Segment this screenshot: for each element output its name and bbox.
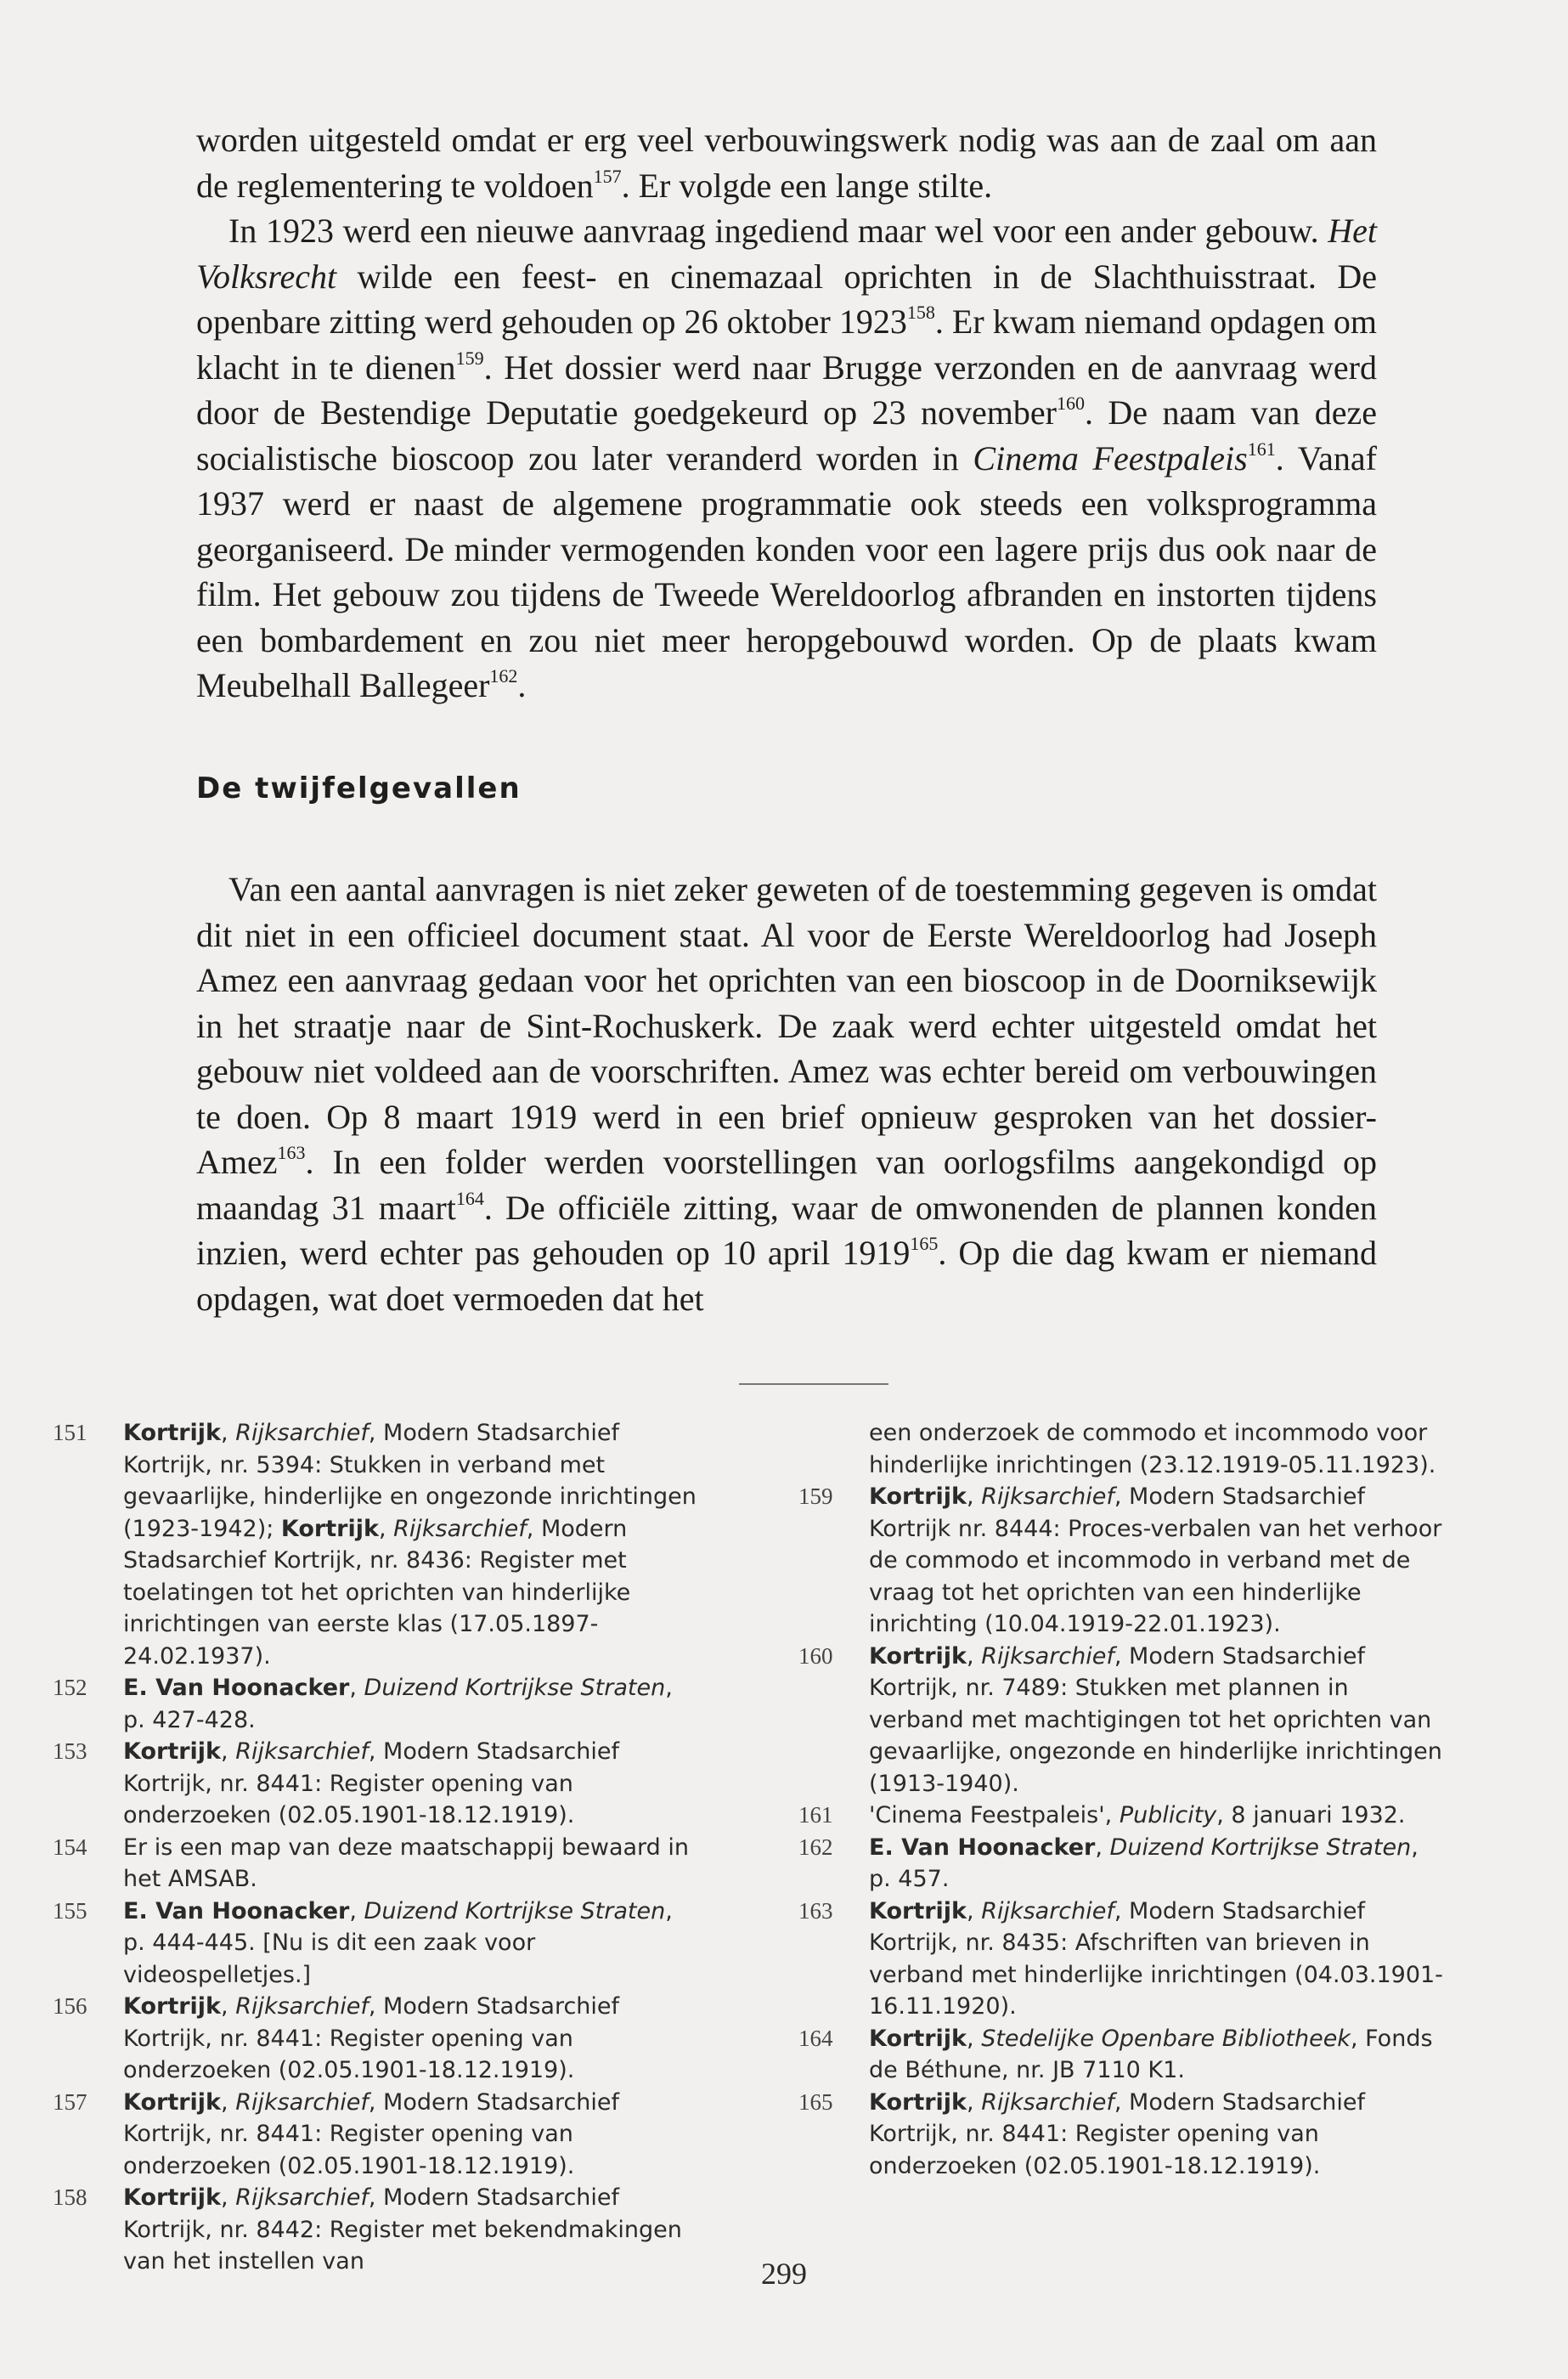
paragraph: worden uitgesteld omdat er erg veel verbouwingswerk nodig was aan de zaal om aan de reglementering te voldoen$^{157}$. Er volgde een lange stilte.	[196, 121, 1377, 205]
footnote-number: 165	[798, 2088, 833, 2115]
footnote-number: 151	[53, 1420, 87, 1445]
footnote-ref[interactable]: 163	[277, 1142, 306, 1163]
footnote: 154 Er is een map van deze maatschappij bewaard in het AMSAB.	[53, 1832, 698, 1896]
footnote: 155 E. Van Hoonacker, Duizend Kortrijkse Straten, p. 444-445. [Nu is dit een zaak voor videospelletjes.]	[53, 1896, 698, 1992]
footnote-number: 158	[53, 2184, 87, 2210]
footnote-number: 164	[798, 2025, 833, 2051]
footnote-ref[interactable]: 158	[906, 302, 935, 323]
footnote: 162 E. Van Hoonacker, Duizend Kortrijkse Straten, p. 457.	[798, 1832, 1444, 1896]
footnote: 156 Kortrijk, Rijksarchief, Modern Stadsarchief Kortrijk, nr. 8441: Register opening van onderzoeken (02.05.1901-18.12.1919).	[53, 1991, 698, 2087]
footnote: 163 Kortrijk, Rijksarchief, Modern Stadsarchief Kortrijk, nr. 8435: Afschriften van brieven in verband met hinderlijke inrichtingen (04.03.1901-16.11.1920).	[798, 1896, 1444, 2023]
footnote-number: 160	[798, 1642, 833, 1669]
footnote-ref[interactable]: 161	[1247, 438, 1276, 460]
footnote: 158 Kortrijk, Rijksarchief, Modern Stadsarchief Kortrijk, nr. 8442: Register met bekendmakingen van het instellen van	[53, 2182, 698, 2278]
body-text-block-2	[196, 867, 1377, 1321]
footnote-number: 163	[798, 1897, 833, 1924]
footnote-ref[interactable]: 157	[593, 165, 622, 187]
footnote: 159 Kortrijk, Rijksarchief, Modern Stadsarchief Kortrijk nr. 8444: Proces-verbalen van het verhoor de commodo et incommodo in verband met de vraag tot het oprichten van een hinderlijke inrichting (10.04.1919-22.01.1923).	[798, 1481, 1444, 1641]
footnote: 165 Kortrijk, Rijksarchief, Modern Stadsarchief Kortrijk, nr. 8441: Register opening van onderzoeken (02.05.1901-18.12.1919).	[798, 2087, 1444, 2183]
footnote-number: 152	[53, 1675, 87, 1700]
footnote-ref[interactable]: 164	[455, 1187, 484, 1209]
footnote: 160 Kortrijk, Rijksarchief, Modern Stadsarchief Kortrijk, nr. 7489: Stukken met plannen in verband met machtigingen tot het oprichten van gevaarlijke, ongezonde en hinderlijke inrichtingen (1913-1940).	[798, 1641, 1444, 1800]
footnote-ref[interactable]: 162	[489, 665, 518, 687]
paragraph: Van een aantal aanvragen is niet zeker geweten of de toestemming gegeven is omdat dit niet in een officieel document staat. Al voor de Eerste Wereldoorlog had Joseph Amez een aanvraag gedaan voor het oprichten van een bioscoop in de Doorniksewijk in het straatje naar de Sint-Rochuskerk. De zaak werd echter uitgesteld omdat het gebouw niet voldeed aan de voorschriften. Amez was echter bereid om verbouwingen te doen. Op 8 maart 1919 werd in een brief opnieuw gesproken van het dossier-Amez$^{163}$. In een folder werden voorstellingen van oorlogsfilms aangekondigd op maandag 31 maart$^{164}$. De officiële zitting, waar de omwonenden de plannen konden inzien, werd echter pas gehouden op 10 april 1919$^{165}$. Op die dag kwam er niemand opdagen, wat doet vermoeden dat het	[196, 870, 1377, 1318]
body-text-block-1	[196, 117, 1377, 709]
footnote-ref[interactable]: 160	[1056, 393, 1085, 414]
footnote: 152 E. Van Hoonacker, Duizend Kortrijkse Straten, p. 427-428.	[53, 1672, 698, 1736]
footnote-number: 155	[53, 1897, 87, 1924]
footnote-separator	[739, 1383, 888, 1385]
footnote-number: 162	[798, 1834, 833, 1860]
footnote-ref[interactable]: 159	[455, 347, 484, 369]
paragraph: In 1923 werd een nieuwe aanvraag ingediend maar wel voor een ander gebouw. Het Volksrecht wilde een feest- en cinemazaal oprichten in de Slachthuisstraat. De openbare zitting werd gehouden op 26 oktober 1923$^{158}$. Er kwam niemand opdagen om klacht in te dienen$^{159}$. Het dossier werd naar Brugge verzonden en de aanvraag werd door de Bestendige Deputatie goedgekeurd op 23 november$^{160}$. De naam van deze socialistische bioscoop zou later veranderd worden in Cinema Feestpaleis$^{161}$. Vanaf 1937 werd er naast de algemene programmatie ook steeds een volksprogramma georganiseerd. De minder vermogenden konden voor een lagere prijs dus ook naar de film. Het gebouw zou tijdens de Tweede Wereldoorlog afbranden en instorten tijdens een bombardement en zou niet meer heropgebouwd worden. Op de plaats kwam Meubelhall Ballegeer$^{162}$.	[196, 212, 1377, 704]
footnote: 161 'Cinema Feestpaleis', Publicity, 8 januari 1932.	[798, 1800, 1444, 1832]
footnote-number: 159	[798, 1483, 833, 1509]
footnote: 157 Kortrijk, Rijksarchief, Modern Stadsarchief Kortrijk, nr. 8441: Register opening van onderzoeken (02.05.1901-18.12.1919).	[53, 2087, 698, 2183]
footnote-number: 156	[53, 1993, 87, 2019]
footnote-number: 154	[53, 1834, 87, 1860]
footnote: 153 Kortrijk, Rijksarchief, Modern Stadsarchief Kortrijk, nr. 8441: Register opening van onderzoeken (02.05.1901-18.12.1919).	[53, 1736, 698, 1832]
footnote-number: 157	[53, 2088, 87, 2115]
footnotes-left-column	[53, 1417, 698, 2278]
footnotes-right-column	[798, 1417, 1444, 2182]
footnote-continuation: een onderzoek de commodo et incommodo voor hinderlijke inrichtingen (23.12.1919-05.11.1923).	[869, 1420, 1436, 1478]
footnote: 151 Kortrijk, Rijksarchief, Modern Stadsarchief Kortrijk, nr. 5394: Stukken in verband met gevaarlijke, hinderlijke en ongezonde inrichtingen (1923-1942); Kortrijk, Rijksarchief, Modern Stadsarchief Kortrijk, nr. 8436: Register met toelatingen tot het oprichten van hinderlijke inrichtingen van eerste klas (17.05.1897-24.02.1937).	[53, 1417, 698, 1672]
footnote-number: 161	[798, 1802, 833, 1828]
footnote-ref[interactable]: 165	[910, 1233, 939, 1254]
section-heading: De twijfelgevallen	[196, 771, 522, 805]
footnote-number: 153	[53, 1738, 87, 1764]
footnote: 164 Kortrijk, Stedelijke Openbare Bibliotheek, Fonds de Béthune, nr. JB 7110 K1.	[798, 2023, 1444, 2087]
page-number: 299	[761, 2257, 807, 2291]
